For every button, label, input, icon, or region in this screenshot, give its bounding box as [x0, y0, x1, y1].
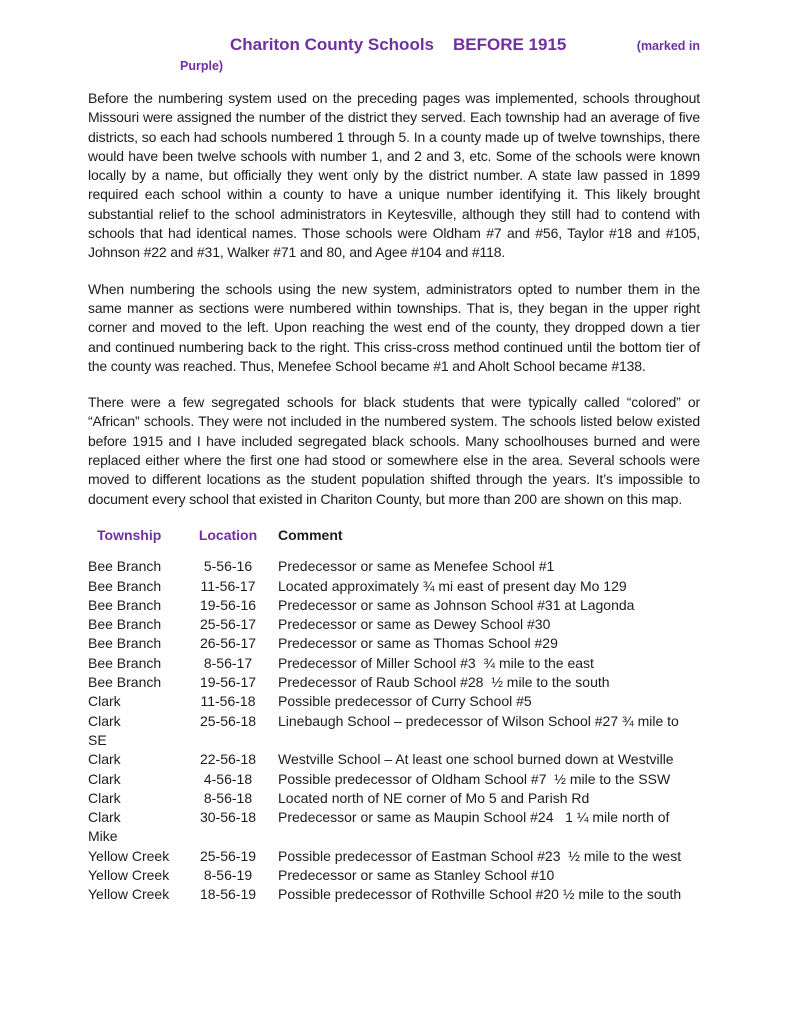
location-cell: 19-56-17	[199, 674, 257, 691]
township-cell: Bee Branch	[88, 674, 162, 691]
location-cell: 26-56-17	[199, 635, 257, 652]
table-row	[88, 712, 700, 731]
table-row	[88, 596, 700, 615]
header-comment: Comment	[278, 526, 343, 543]
township-cell: Clark	[88, 789, 121, 806]
table-row	[88, 634, 700, 653]
township-cell: Clark	[88, 712, 121, 729]
comment-cell: Westville School – At least one school burned down at Westville	[278, 751, 674, 768]
title-note-marked-in: (marked in	[636, 39, 700, 53]
township-cell: Yellow Creek	[88, 866, 170, 883]
township-cell: Yellow Creek	[88, 847, 170, 864]
location-cell: 25-56-18	[199, 712, 257, 729]
table-row	[88, 615, 700, 634]
location-cell: 30-56-18	[199, 809, 257, 826]
location-cell: 8-56-18	[203, 789, 253, 806]
township-cell: Clark	[88, 751, 121, 768]
location-cell: 5-56-16	[203, 558, 253, 575]
location-cell: 4-56-18	[203, 770, 253, 787]
table-row	[88, 789, 700, 808]
comment-cell: Located north of NE corner of Mo 5 and Parish Rd	[278, 789, 590, 806]
location-cell: 8-56-17	[203, 654, 253, 671]
comment-cell: Possible predecessor of Curry School #5	[278, 693, 532, 710]
table-row	[88, 654, 700, 673]
township-cell: Clark	[88, 693, 121, 710]
location-cell: 18-56-19	[199, 886, 257, 903]
location-cell: 19-56-16	[199, 596, 257, 613]
location-cell: 11-56-18	[200, 693, 256, 710]
location-cell: 8-56-19	[203, 866, 253, 883]
location-cell: 25-56-19	[199, 847, 257, 864]
township-cell: Bee Branch	[88, 654, 162, 671]
comment-cell: Predecessor or same as Dewey School #30	[278, 616, 551, 633]
comment-cell: Possible predecessor of Oldham School #7 ½ mile to the SSW	[278, 770, 671, 787]
table-row	[88, 692, 700, 711]
paragraph-new-system: When numbering the schools using the new system, administrators opted to number them in the same manner as sections were numbered within townships. That is, they began in the upper right corner and moved to the left. Upon reaching the west end of the county, they dropped down a tier and continued numbering back to the right. This criss-cross method continued until the bottom tier of the county was reached. Thus, Menefee School became #1 and Aholt School became #138.	[88, 280, 700, 374]
comment-cell: Predecessor or same as Stanley School #10	[278, 866, 555, 883]
township-cell: Bee Branch	[88, 577, 162, 594]
comment-cell: Predecessor of Raub School #28 ½ mile to the south	[278, 674, 610, 691]
paragraph-numbering-system: Before the numbering system used on the preceding pages was implemented, schools throughout Missouri were assigned the number of the district they served. Each township had an average of five districts, so each had schools numbered 1 through 5. In a county made up of twelve townships, there would have been twelve schools with number 1, and 2 and 3, etc. Some of the schools were known locally by a name, but officially they went only by the district number. A state law passed in 1899 required each school within a county to have a unique number identifying it. This likely brought substantial relief to the school administrators in Keytesville, although they still had to contend with schools that had identical names. Those schools were Oldham #7 and #56, Taylor #18 and #105, Johnson #22 and #31, Walker #71 and 80, and Agee #104 and #118.	[88, 90, 700, 261]
schools-table-body	[88, 557, 700, 904]
comment-cell: Located approximately ¾ mi east of present day Mo 129	[278, 577, 627, 594]
location-cell: 25-56-17	[199, 616, 257, 633]
header-location: Location	[198, 526, 258, 543]
title-note-purple: Purple)	[180, 59, 224, 73]
township-cell: Bee Branch	[88, 616, 162, 633]
township-cell: Bee Branch	[88, 596, 162, 613]
document-title: Chariton County Schools	[230, 35, 434, 54]
table-row	[88, 866, 700, 885]
township-cell: Yellow Creek	[88, 886, 170, 903]
comment-cell: Predecessor or same as Maupin School #24 1 ¼ mile north of	[278, 809, 670, 826]
comment-cell: Predecessor of Miller School #3 ¾ mile to the east	[278, 654, 594, 671]
comment-cell: Predecessor or same as Menefee School #1	[278, 558, 555, 575]
comment-cell: Predecessor or same as Thomas School #29	[278, 635, 558, 652]
header-township: Township	[97, 526, 162, 543]
comment-wrap-line: Mike	[88, 828, 118, 845]
table-row	[88, 557, 700, 576]
table-row	[88, 770, 700, 789]
document-title-line1	[88, 35, 700, 55]
township-cell: Bee Branch	[88, 558, 162, 575]
township-cell: Clark	[88, 809, 121, 826]
table-row	[88, 885, 700, 904]
table-row	[88, 673, 700, 692]
document-title-block	[88, 35, 700, 73]
schools-table	[88, 526, 700, 905]
table-row	[88, 750, 700, 769]
paragraph-segregated-schools: There were a few segregated schools for black students that were typically called “colored” or “African” schools. They were not included in the numbered system. The schools listed below existed before 1915 and I have included segregated black schools. Many schoolhouses burned and were replaced either where the first one had stood or somewhere else in the area. Several schools were moved to different locations as the student population shifted through the years. It’s impossible to document every school that existed in Chariton County, but more than 200 are shown on this map.	[88, 394, 700, 507]
township-cell: Clark	[88, 770, 121, 787]
comment-cell: Linebaugh School – predecessor of Wilson School #27 ¾ mile to	[278, 712, 679, 729]
comment-wrap-line: SE	[88, 731, 107, 748]
location-cell: 22-56-18	[199, 751, 257, 768]
comment-cell: Possible predecessor of Eastman School #23 ½ mile to the west	[278, 847, 682, 864]
location-cell: 11-56-17	[200, 577, 256, 594]
township-cell: Bee Branch	[88, 635, 162, 652]
comment-cell: Predecessor or same as Johnson School #31 at Lagonda	[278, 596, 635, 613]
table-row	[88, 577, 700, 596]
comment-cell: Possible predecessor of Rothville School #20 ½ mile to the south	[278, 886, 682, 903]
body-text	[88, 89, 700, 509]
table-row	[88, 847, 700, 866]
title-before-1915: BEFORE 1915	[453, 35, 567, 54]
table-row	[88, 808, 700, 827]
table-header-row	[88, 526, 700, 545]
